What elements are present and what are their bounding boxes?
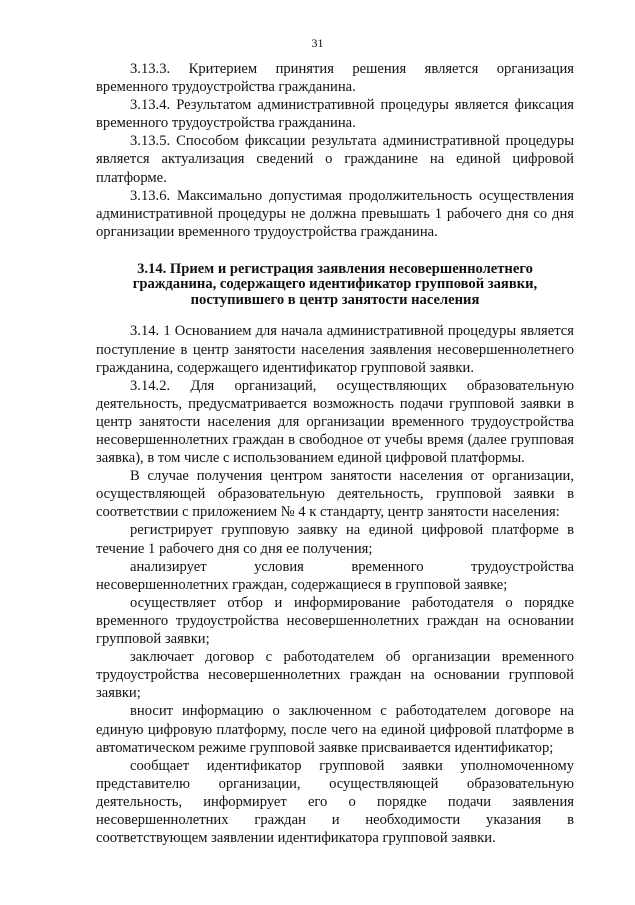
- section-heading-3-14: [96, 262, 574, 309]
- list-item-selects-informs: осуществляет отбор и информирование работодателя о порядке временного трудоустройства несовершеннолетних граждан на основании групповой заявки;: [96, 594, 574, 648]
- list-item-enters-info: вносит информацию о заключенном с работодателем договоре на единую цифровую платформу, после чего на единой цифровой платформе в автоматическом режиме групповой заявке присваивается идентификатор;: [96, 703, 574, 756]
- paragraph-3-14-2: 3.14.2. Для организаций, осуществляющих образовательную деятельность, предусматривается возможность подачи групповой заявки в центр занятости населения для организации временного трудоустройства несовершеннолетних граждан в свободное от учебы время (далее групповая заявка), в том числе с использованием единой цифровой платформы.: [96, 377, 574, 467]
- paragraph-3-13-6: 3.13.6. Максимально допустимая продолжительность осуществления административной процедуры не должна превышать 1 рабочего дня со дня организации временного трудоустройства гражданина.: [96, 187, 574, 240]
- list-item-reports-identifier: сообщает идентификатор групповой заявки уполномоченному представителю организации, осуществляющей образовательную деятельность, информирует его о порядке подачи заявления несовершеннолетних граждан и необходимости указания в соответствующем заявлении идентификатора групповой заявки.: [96, 757, 574, 847]
- paragraph-3-14-1: 3.14. 1 Основанием для начала административной процедуры является поступление в центр занятости населения заявления несовершеннолетнего гражданина, содержащего идентификатор групповой заявки.: [96, 323, 574, 376]
- paragraph-3-13-4: 3.13.4. Результатом административной процедуры является фиксация временного трудоустройства гражданина.: [96, 97, 574, 132]
- paragraph-3-13-3: 3.13.3. Критерием принятия решения является организация временного трудоустройства гражданина.: [96, 61, 574, 96]
- paragraph-3-13-5: 3.13.5. Способом фиксации результата административной процедуры является актуализация сведений о гражданине на единой цифровой платформе.: [96, 133, 574, 186]
- heading-line: поступившего в центр занятости населения: [190, 291, 480, 308]
- list-item-concludes-contract: заключает договор с работодателем об организации временного трудоустройства несовершеннолетних граждан на основании групповой заявки;: [96, 649, 574, 702]
- heading-line: гражданина, содержащего идентификатор групповой заявки,: [132, 276, 538, 293]
- heading-line: 3.14. Прием и регистрация заявления несовершеннолетнего: [137, 260, 533, 277]
- list-item-analyzes: анализирует условия временного трудоустройства несовершеннолетних граждан, содержащиеся в групповой заявке;: [96, 558, 574, 593]
- document-body: [96, 60, 574, 847]
- paragraph-group-request-intro: В случае получения центром занятости населения от организации, осуществляющей образовательную деятельность, групповой заявки в соответствии с приложением № 4 к стандарту, центр занятости населения:: [96, 468, 574, 521]
- list-item-registers: регистрирует групповую заявку на единой цифровой платформе в течение 1 рабочего дня со дня ее получения;: [96, 522, 574, 557]
- page-number: 31: [311, 36, 324, 50]
